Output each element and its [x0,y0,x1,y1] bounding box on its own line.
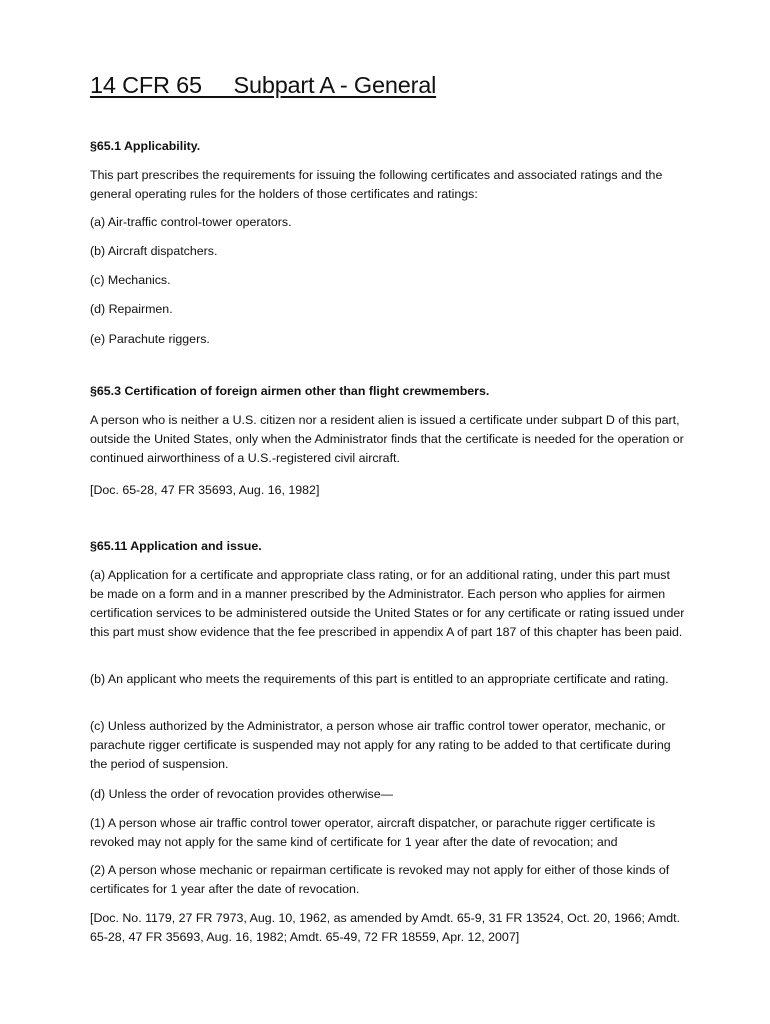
list-item: (b) Aircraft dispatchers. [90,244,218,258]
list-item: (d) Repairmen. [90,302,173,316]
section-65-11-para-d: (d) Unless the order of revocation provides otherwise— [90,787,394,801]
section-65-11-para-d1: (1) A person whose air traffic control tower operator, aircraft dispatcher, or parachute rigger certificate is revoked may not apply for the same kind of certificate for 1 year after the date of revocation; and [90,816,656,849]
section-heading-65-1: §65.1 Applicability. [90,139,201,153]
page-title: 14 CFR 65 Subpart A - General [90,72,437,98]
list-item: (c) Mechanics. [90,273,171,287]
section-65-1-intro: This part prescribes the requirements for issuing the following certificates and associated ratings and the general operating rules for the holders of those certificates and ratings: [90,168,663,201]
section-65-11-para-b: (b) An applicant who meets the requirements of this part is entitled to an appropriate certificate and rating. [90,672,669,686]
section-65-3-citation: [Doc. 65-28, 47 FR 35693, Aug. 16, 1982] [90,483,320,497]
section-heading-65-11: §65.11 Application and issue. [90,539,262,553]
list-item: (e) Parachute riggers. [90,332,210,346]
section-65-11-para-d2: (2) A person whose mechanic or repairman certificate is revoked may not apply for either of those kinds of certificates for 1 year after the date of revocation. [90,863,670,896]
section-65-3-text: A person who is neither a U.S. citizen nor a resident alien is issued a certificate under subpart D of this part, outside the United States, only when the Administrator finds that the certificate is needed for the operation or continued airworthiness of a U.S.-registered civil aircraft. [90,413,684,465]
list-item: (a) Air-traffic control-tower operators. [90,215,292,229]
section-65-11-para-c: (c) Unless authorized by the Administrator, a person whose air traffic control tower operator, mechanic, or parachute rigger certificate is suspended may not apply for any rating to be added to that certificate during the period of suspension. [90,719,671,771]
section-65-11-citation: [Doc. No. 1179, 27 FR 7973, Aug. 10, 1962, as amended by Amdt. 65-9, 31 FR 13524, Oct. 20, 1966; Amdt. 65-28, 47 FR 35693, Aug. 16, 1982; Amdt. 65-49, 72 FR 18559, Apr. 12, 2007] [90,911,681,944]
section-65-11-para-a: (a) Application for a certificate and appropriate class rating, or for an additional rating, under this part must be made on a form and in a manner prescribed by the Administrator. Each person who applies for airmen certification services to be administered outside the United States or for any certificate or rating issued under this part must show evidence that the fee prescribed in appendix A of part 187 of this chapter has been paid. [90,568,685,639]
section-heading-65-3: §65.3 Certification of foreign airmen other than flight crewmembers. [90,384,490,398]
